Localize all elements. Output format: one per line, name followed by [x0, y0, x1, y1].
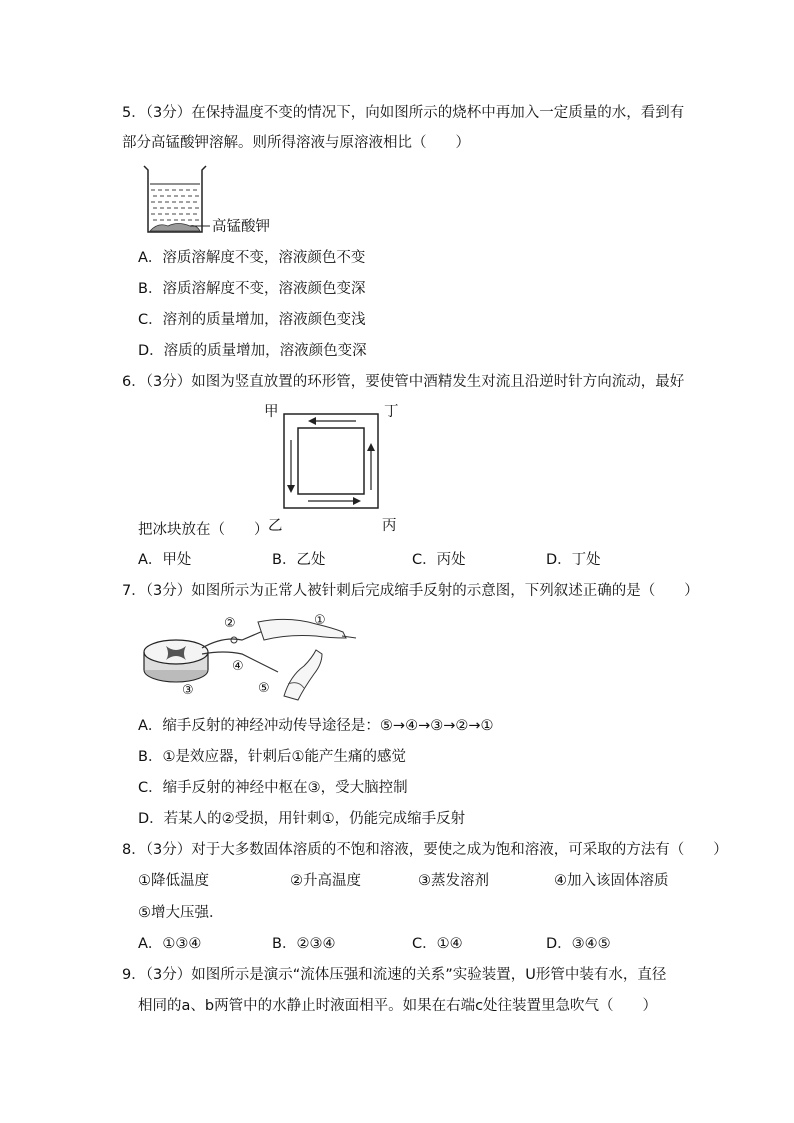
- figure-label-potassium-permanganate: 高锰酸钾: [212, 219, 270, 235]
- q6-option-b[interactable]: B．乙处: [272, 552, 326, 568]
- q8-stem-line1: 8．（3分）对于大多数固体溶质的不饱和溶液，要使之成为饱和溶液，可采取的方法有（ ）: [122, 842, 728, 858]
- q9-stem-line2: 相同的a、b两管中的水静止时液面相平。如果在右端c处往装置里急吹气（ ）: [138, 998, 658, 1014]
- figure-label-1: ①: [314, 613, 326, 628]
- q9-stem-line1: 9．（3分）如图所示是演示“流体压强和流速的关系”实验装置，U形管中装有水，直径: [122, 967, 667, 983]
- figure-label-4: ④: [232, 659, 244, 674]
- q8-method-3: ③蒸发溶剂: [418, 873, 489, 889]
- q6-option-a[interactable]: A．甲处: [138, 552, 192, 568]
- q5-stem-line1: 5．（3分）在保持温度不变的情况下，向如图所示的烧杯中再加入一定质量的水，看到有: [122, 105, 685, 121]
- corner-label-yi: 乙: [268, 518, 283, 534]
- corner-label-bing: 丙: [382, 518, 397, 534]
- figure-label-3: ③: [182, 683, 194, 698]
- q8-method-2: ②升高温度: [290, 873, 361, 889]
- q8-option-c[interactable]: C．①④: [412, 936, 463, 952]
- q7-option-b[interactable]: B．①是效应器，针刺后①能产生痛的感觉: [138, 749, 406, 765]
- q7-option-d[interactable]: D．若某人的②受损，用针刺①，仍能完成缩手反射: [138, 811, 466, 827]
- q7-option-c[interactable]: C．缩手反射的神经中枢在③，受大脑控制: [138, 780, 408, 796]
- q6-stem-line1: 6．（3分）如图为竖直放置的环形管，要使管中酒精发生对流且沿逆时针方向流动，最好: [122, 374, 685, 390]
- corner-label-jia: 甲: [264, 404, 279, 420]
- q5-stem-line2: 部分高锰酸钾溶解。则所得溶液与原溶液相比（ ）: [122, 135, 470, 151]
- q8-option-d[interactable]: D．③④⑤: [546, 936, 611, 952]
- ring-tube-figure: [256, 400, 406, 540]
- q6-stem-line2: 把冰块放在（ ）: [138, 522, 269, 538]
- q5-option-b[interactable]: B．溶质溶解度不变，溶液颜色变深: [138, 281, 366, 297]
- q5-option-a[interactable]: A．溶质溶解度不变，溶液颜色不变: [138, 250, 366, 266]
- q5-option-d[interactable]: D．溶质的质量增加，溶液颜色变深: [138, 343, 367, 359]
- q6-option-c[interactable]: C．丙处: [412, 552, 466, 568]
- corner-label-ding: 丁: [384, 404, 399, 420]
- q7-option-a[interactable]: A．缩手反射的神经冲动传导途径是：⑤→④→③→②→①: [138, 718, 494, 734]
- beaker-figure: [138, 160, 288, 238]
- q7-stem-line1: 7．（3分）如图所示为正常人被针刺后完成缩手反射的示意图，下列叙述正确的是（ ）: [122, 583, 699, 599]
- q6-option-d[interactable]: D．丁处: [546, 552, 601, 568]
- q8-option-b[interactable]: B．②③④: [272, 936, 336, 952]
- q8-option-a[interactable]: A．①③④: [138, 936, 202, 952]
- reflex-arc-figure: [138, 610, 363, 702]
- q8-method-1: ①降低温度: [138, 873, 209, 889]
- q5-option-c[interactable]: C．溶剂的质量增加，溶液颜色变浅: [138, 312, 366, 328]
- q8-method-4: ④加入该固体溶质: [554, 873, 669, 889]
- q8-method-5: ⑤增大压强．: [138, 905, 224, 921]
- figure-label-5: ⑤: [258, 681, 270, 696]
- figure-label-2: ②: [224, 616, 236, 631]
